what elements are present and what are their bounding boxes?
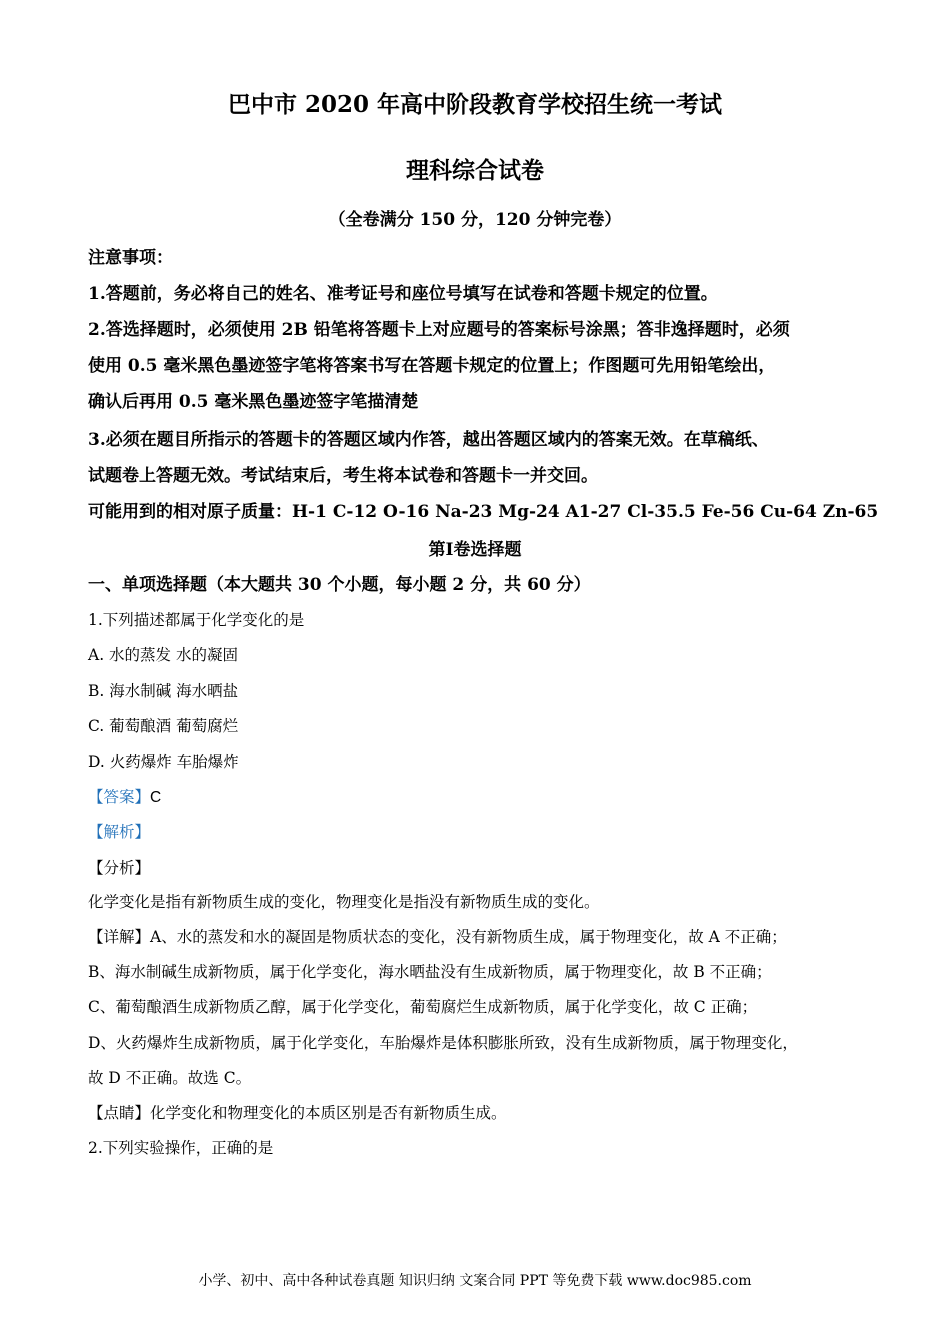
answer-label: 【答案】 <box>88 788 151 806</box>
volume-title: 第Ⅰ卷选择题 <box>428 540 522 560</box>
page-footer: 小学、初中、高中各种试卷真题 知识归纳 文案合同 PPT 等免费下载 www.doc985.com <box>198 1273 752 1289</box>
detail-line-3: C、葡萄酿酒生成新物质乙醇，属于化学变化，葡萄腐烂生成新物质，属于化学变化，故 C 正确； <box>88 998 758 1016</box>
question-2-stem: 2.下列实验操作，正确的是 <box>88 1139 274 1157</box>
option-d: D. 火药爆炸 车胎爆炸 <box>88 753 239 771</box>
detail-line-4: D、火药爆炸生成新物质，属于化学变化，车胎爆炸是体积膨胀所致，没有生成新物质，属于物理变化， <box>88 1034 798 1052</box>
notice-line-6: 试题卷上答题无效。考试结束后，考生将本试卷和答题卡一并交回。 <box>88 466 598 486</box>
notice-line-2: 2.答选择题时，必须使用 2B 铅笔将答题卡上对应题号的答案标号涂黑；答非逸择题时，必须 <box>88 320 790 340</box>
notice-heading: 注意事项： <box>88 248 173 268</box>
analysis-label: 【解析】 <box>88 823 151 841</box>
option-c: C. 葡萄酿酒 葡萄腐烂 <box>88 717 239 735</box>
exam-title: 巴中市 2020 年高中阶段教育学校招生统一考试 <box>227 91 723 118</box>
detail-line-2: B、海水制碱生成新物质，属于化学变化，海水晒盐没有生成新物质，属于物理变化，故 B 不正确； <box>88 963 772 981</box>
notice-line-4: 确认后再用 0.5 毫米黑色墨迹签字笔描清楚 <box>88 392 419 412</box>
notice-line-3: 使用 0.5 毫米黑色墨迹签字笔将答案书写在答题卡规定的位置上；作图题可先用铅笔绘出， <box>88 356 776 376</box>
atomic-masses: 可能用到的相对原子质量：H-1 C-12 O-16 Na-23 Mg-24 A1-27 Cl-35.5 Fe-56 Cu-64 Zn-65 <box>88 502 879 522</box>
option-b: B. 海水制碱 海水晒盐 <box>88 682 239 700</box>
notice-line-1: 1.答题前，务必将自己的姓名、准考证号和座位号填写在试卷和答题卡规定的位置。 <box>88 284 718 304</box>
part-title: 一、单项选择题（本大题共 30 个小题，每小题 2 分，共 60 分） <box>88 575 591 595</box>
score-note: （全卷满分 150 分，120 分钟完卷） <box>328 210 622 230</box>
fenxi-text: 化学变化是指有新物质生成的变化，物理变化是指没有新物质生成的变化。 <box>88 893 600 911</box>
answer-line <box>88 785 161 807</box>
notice-line-5: 3.必须在题目所指示的答题卡的答题区域内作答，越出答题区域内的答案无效。在草稿纸、 <box>88 430 769 450</box>
detail-line-5: 故 D 不正确。故选 C。 <box>88 1069 252 1087</box>
answer-value: C <box>150 789 162 806</box>
exam-subtitle: 理科综合试卷 <box>406 157 544 184</box>
fenxi-label: 【分析】 <box>88 859 151 877</box>
option-a: A. 水的蒸发 水的凝固 <box>88 646 238 664</box>
detail-line-1: 【详解】A、水的蒸发和水的凝固是物质状态的变化，没有新物质生成，属于物理变化，故 A 不正确； <box>88 928 787 946</box>
tip-line: 【点睛】化学变化和物理变化的本质区别是否有新物质生成。 <box>88 1104 507 1122</box>
question-1-stem: 1.下列描述都属于化学变化的是 <box>88 611 305 629</box>
